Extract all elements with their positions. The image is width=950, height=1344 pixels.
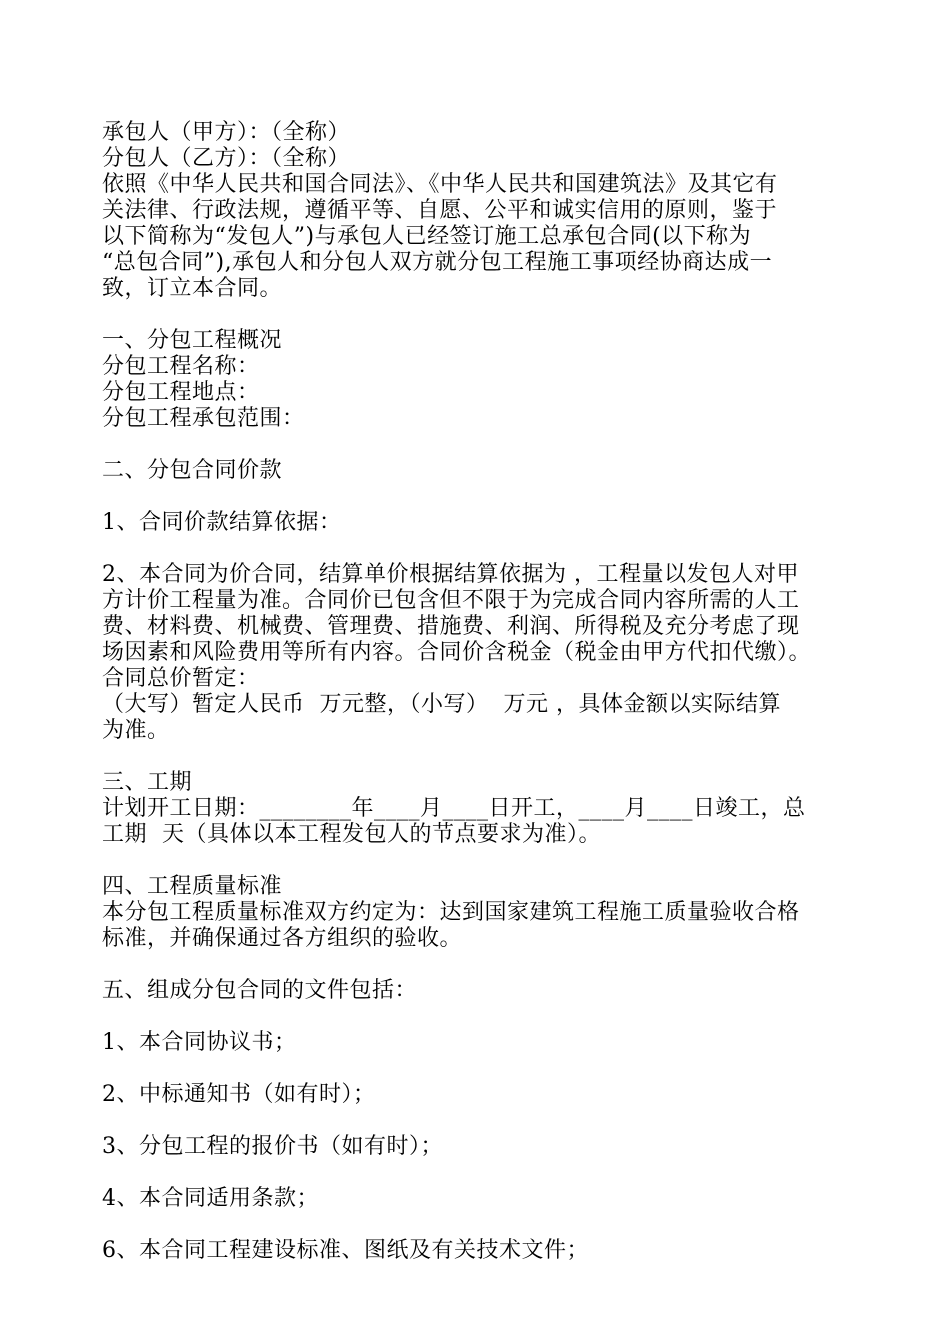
blank-line — [102, 848, 852, 874]
schedule-line: 计划开工日期：________年____月____日开工，____月____日竣工，总 — [102, 796, 806, 821]
party-b-line: 分包人（乙方）：（全称） — [102, 146, 351, 171]
document-list-item: 1、本合同协议书； — [102, 1030, 297, 1055]
document-list-item: 2、中标通知书（如有时）； — [102, 1082, 376, 1107]
blank-line — [102, 744, 852, 770]
section-quality-standard — [102, 874, 852, 952]
price-detail-line: 场因素和风险费用等所有内容。合同价含税金（税金由甲方代扣代缴）。 — [102, 640, 812, 665]
preamble-paragraph — [102, 172, 852, 302]
party-a-line: 承包人（甲方）：（全称） — [102, 120, 351, 145]
preamble-line: 依照《中华人民共和国合同法》、《中华人民共和国建筑法》及其它有 — [102, 172, 778, 197]
section-heading: 四、工程质量标准 — [102, 874, 283, 899]
section-heading: 二、分包合同价款 — [102, 458, 283, 483]
contract-body — [102, 120, 852, 1264]
price-detail-line: （大写）暂定人民币 万元整，（小写） 万元 ，具体金额以实际结算 — [102, 692, 781, 717]
price-detail-line: 方计价工程量为准。合同价已包含但不限于为完成合同内容所需的人工 — [102, 588, 800, 613]
project-location-field: 分包工程地点： — [102, 380, 260, 405]
blank-line — [102, 302, 852, 328]
preamble-line: 以下简称为“发包人”)与承包人已经签订施工总承包合同(以下称为 — [102, 224, 752, 249]
blank-line — [102, 536, 852, 562]
preamble-line: 关法律、行政法规，遵循平等、自愿、公平和诚实信用的原则，鉴于 — [102, 198, 778, 223]
blank-line — [102, 1212, 852, 1238]
section-project-overview — [102, 328, 852, 432]
blank-line — [102, 1056, 852, 1082]
price-basis-item: 1、合同价款结算依据： — [102, 510, 342, 535]
schedule-line: 工期 天（具体以本工程发包人的节点要求为准）。 — [102, 822, 601, 847]
blank-line — [102, 484, 852, 510]
section-heading: 三、工期 — [102, 770, 193, 795]
price-detail-line: 2、本合同为价合同，结算单价根据结算依据为 ，工程量以发包人对甲 — [102, 562, 799, 587]
price-detail-line: 合同总价暂定： — [102, 666, 260, 691]
preamble-line: “总包合同”),承包人和分包人双方就分包工程施工事项经协商达成一 — [102, 250, 773, 275]
section-heading: 一、分包工程概况 — [102, 328, 283, 353]
project-scope-field: 分包工程承包范围： — [102, 406, 305, 431]
section-heading: 五、组成分包合同的文件包括： — [102, 978, 418, 1003]
blank-line — [102, 432, 852, 458]
quality-line: 本分包工程质量标准双方约定为：达到国家建筑工程施工质量验收合格 — [102, 900, 800, 925]
blank-line — [102, 1160, 852, 1186]
blank-line — [102, 952, 852, 978]
document-list-item: 4、本合同适用条款； — [102, 1186, 319, 1211]
blank-line — [102, 1108, 852, 1134]
section-schedule — [102, 770, 852, 848]
section-contract-documents — [102, 978, 852, 1264]
project-name-field: 分包工程名称： — [102, 354, 260, 379]
price-detail-line: 费、材料费、机械费、管理费、措施费、利润、所得税及充分考虑了现 — [102, 614, 800, 639]
section-contract-price — [102, 458, 852, 744]
document-list-item: 3、分包工程的报价书（如有时）； — [102, 1134, 443, 1159]
quality-line: 标准，并确保通过各方组织的验收。 — [102, 926, 463, 951]
document-list-item: 6、本合同工程建设标准、图纸及有关技术文件； — [102, 1238, 589, 1263]
preamble-line: 致，订立本合同。 — [102, 276, 283, 301]
price-detail-line: 为准。 — [102, 718, 170, 743]
blank-line — [102, 1004, 852, 1030]
